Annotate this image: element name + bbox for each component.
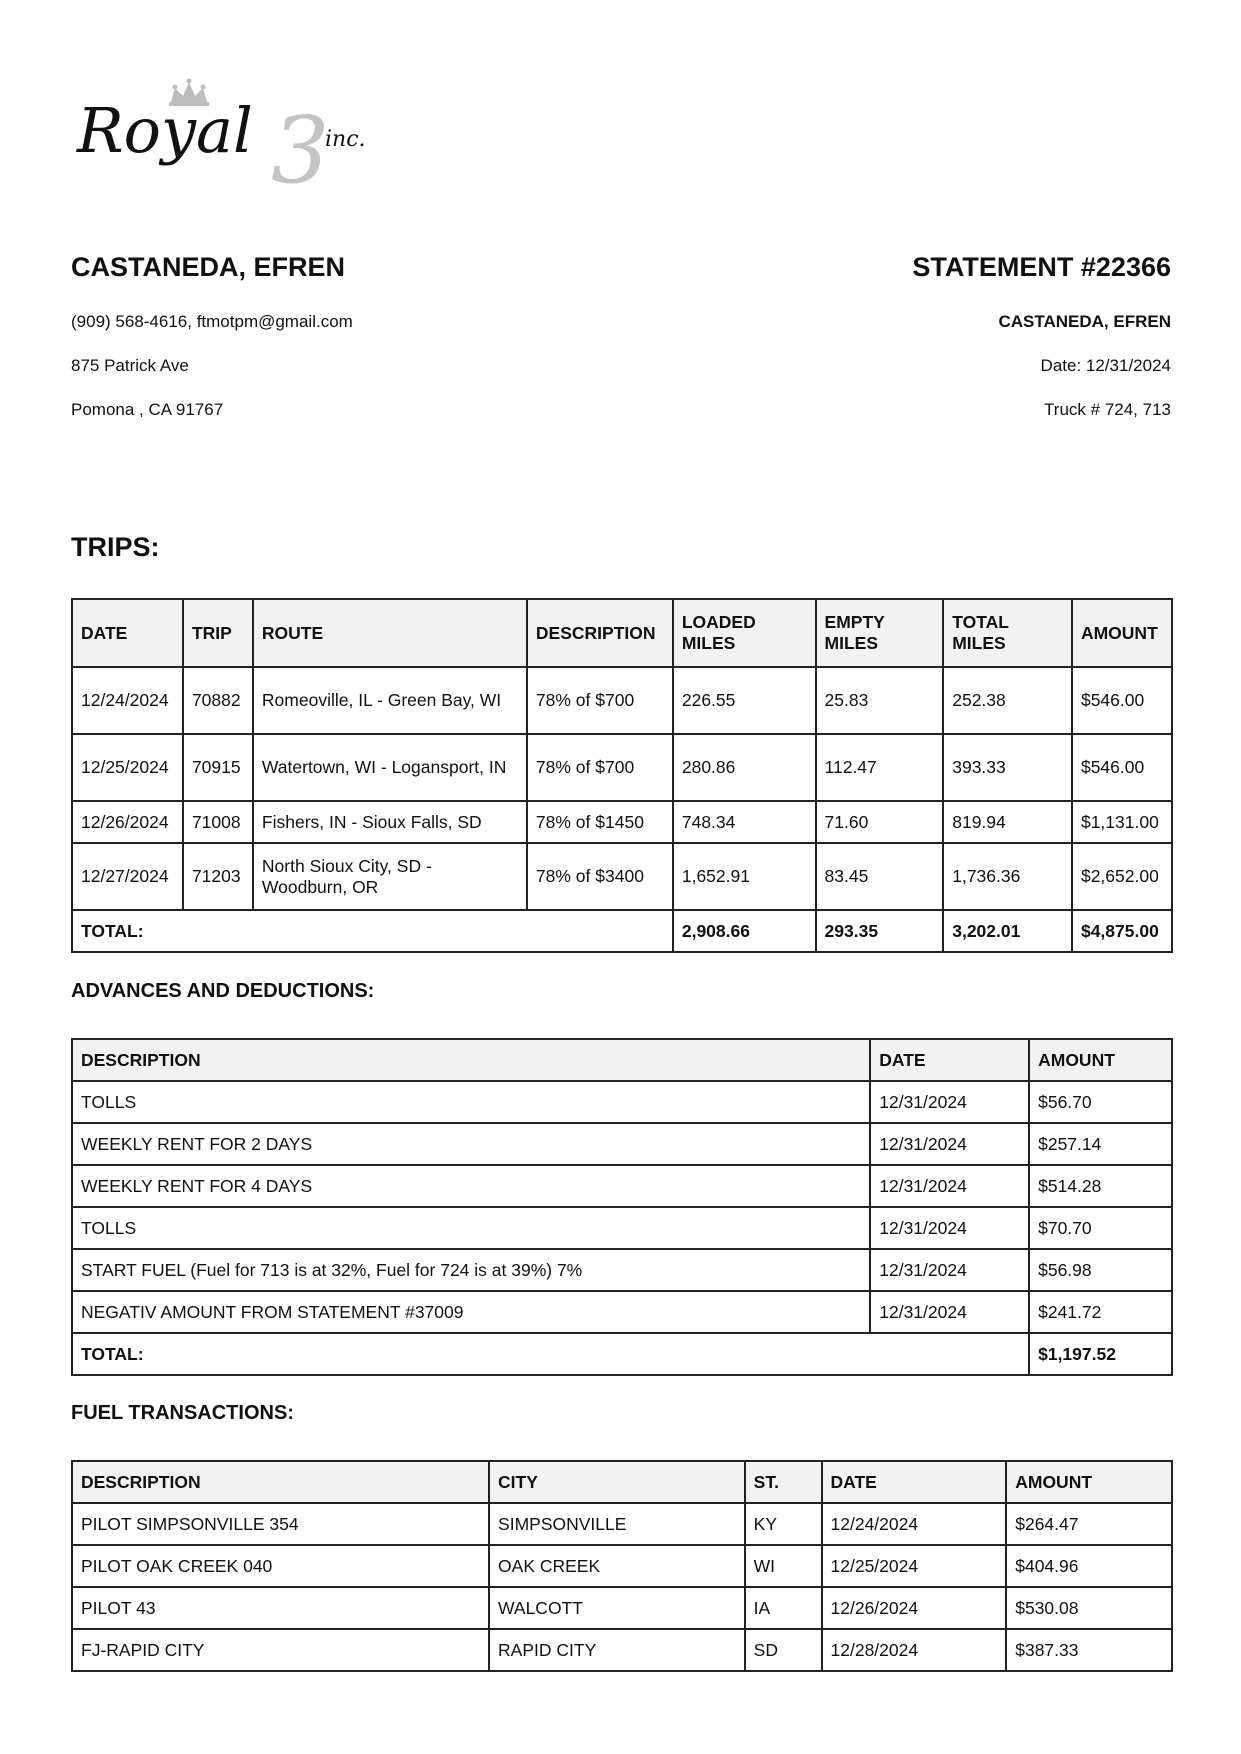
driver-contact: (909) 568-4616, ftmotpm@gmail.com [71,312,353,331]
table-row [72,1165,1172,1207]
table-row [72,1587,1172,1629]
deduction-date: 12/31/2024 [870,1081,1029,1123]
trip-description: 78% of $700 [527,734,673,801]
trip-empty-miles: 112.47 [816,734,944,801]
trip-total-miles: 1,736.36 [943,843,1072,910]
fuel-header-row [72,1461,1172,1503]
deduction-amount: $514.28 [1029,1165,1172,1207]
fuel-city: SIMPSONVILLE [489,1503,745,1545]
col-header: DATE [72,599,183,667]
fuel-state: IA [745,1587,822,1629]
deduction-description: WEEKLY RENT FOR 4 DAYS [72,1165,870,1207]
deduction-description: START FUEL (Fuel for 713 is at 32%, Fuel for 724 is at 39%) 7% [72,1249,870,1291]
fuel-description: PILOT SIMPSONVILLE 354 [72,1503,489,1545]
col-header: TRIP [183,599,253,667]
fuel-city: WALCOTT [489,1587,745,1629]
col-header: AMOUNT [1072,599,1172,667]
logo-suffix: inc. [325,127,366,152]
trip-loaded-miles: 280.86 [673,734,816,801]
company-logo [71,78,391,188]
trip-number: 71008 [183,801,253,843]
total-amount: $1,197.52 [1029,1333,1172,1375]
col-header: DATE [822,1461,1007,1503]
trip-loaded-miles: 1,652.91 [673,843,816,910]
fuel-title: FUEL TRANSACTIONS: [71,1402,294,1424]
trips-total-row [72,910,1172,952]
deduction-date: 12/31/2024 [870,1207,1029,1249]
deduction-date: 12/31/2024 [870,1165,1029,1207]
table-row [72,734,1172,801]
deduction-description: TOLLS [72,1081,870,1123]
total-loaded-miles: 2,908.66 [673,910,816,952]
deduction-description: WEEKLY RENT FOR 2 DAYS [72,1123,870,1165]
total-empty-miles: 293.35 [816,910,944,952]
driver-name: CASTANEDA, EFREN [71,252,346,282]
fuel-amount: $387.33 [1006,1629,1172,1671]
col-header: ROUTE [253,599,527,667]
trip-date: 12/27/2024 [72,843,183,910]
fuel-amount: $264.47 [1006,1503,1172,1545]
col-header: ST. [745,1461,822,1503]
trip-total-miles: 252.38 [943,667,1072,734]
fuel-table [71,1460,1173,1672]
fuel-date: 12/24/2024 [822,1503,1007,1545]
fuel-date: 12/28/2024 [822,1629,1007,1671]
fuel-city: OAK CREEK [489,1545,745,1587]
col-header: CITY [489,1461,745,1503]
trip-empty-miles: 83.45 [816,843,944,910]
statement-date: Date: 12/31/2024 [1040,356,1171,375]
logo-numeral: 3 [271,97,330,188]
trip-route: North Sioux City, SD - Woodburn, OR [253,843,527,910]
trips-header-row [72,599,1172,667]
trips-table [71,598,1173,953]
table-row [72,667,1172,734]
fuel-amount: $404.96 [1006,1545,1172,1587]
trips-title: TRIPS: [71,532,160,562]
table-row [72,1629,1172,1671]
driver-address-1: 875 Patrick Ave [71,356,189,375]
total-label: TOTAL: [72,1333,1029,1375]
table-row [72,1081,1172,1123]
fuel-date: 12/25/2024 [822,1545,1007,1587]
fuel-state: SD [745,1629,822,1671]
trip-description: 78% of $3400 [527,843,673,910]
trip-empty-miles: 71.60 [816,801,944,843]
statement-name: CASTANEDA, EFREN [998,312,1171,331]
fuel-amount: $530.08 [1006,1587,1172,1629]
driver-address-2: Pomona , CA 91767 [71,400,224,419]
fuel-description: PILOT OAK CREEK 040 [72,1545,489,1587]
trip-empty-miles: 25.83 [816,667,944,734]
deduction-date: 12/31/2024 [870,1123,1029,1165]
deduction-amount: $257.14 [1029,1123,1172,1165]
col-header: DESCRIPTION [527,599,673,667]
advances-table [71,1038,1173,1376]
deduction-date: 12/31/2024 [870,1291,1029,1333]
table-row [72,1291,1172,1333]
col-header: AMOUNT [1029,1039,1172,1081]
table-row [72,1503,1172,1545]
col-header: TOTAL MILES [943,599,1072,667]
statement-info [571,250,1171,419]
logo-brand: Royal [77,94,253,167]
col-header: DESCRIPTION [72,1461,489,1503]
fuel-date: 12/26/2024 [822,1587,1007,1629]
trip-number: 70882 [183,667,253,734]
trip-total-miles: 393.33 [943,734,1072,801]
table-row [72,801,1172,843]
fuel-description: FJ-RAPID CITY [72,1629,489,1671]
table-row [72,1249,1172,1291]
trip-number: 70915 [183,734,253,801]
trip-total-miles: 819.94 [943,801,1072,843]
table-row [72,1207,1172,1249]
trip-number: 71203 [183,843,253,910]
trip-amount: $546.00 [1072,734,1172,801]
deduction-date: 12/31/2024 [870,1249,1029,1291]
table-row [72,1123,1172,1165]
col-header: EMPTY MILES [816,599,944,667]
col-header: LOADED MILES [673,599,816,667]
trip-route: Fishers, IN - Sioux Falls, SD [253,801,527,843]
fuel-state: WI [745,1545,822,1587]
deduction-amount: $56.70 [1029,1081,1172,1123]
trip-amount: $1,131.00 [1072,801,1172,843]
trip-loaded-miles: 226.55 [673,667,816,734]
deduction-amount: $241.72 [1029,1291,1172,1333]
table-row [72,843,1172,910]
advances-header-row [72,1039,1172,1081]
advances-title: ADVANCES AND DEDUCTIONS: [71,980,375,1002]
trip-description: 78% of $700 [527,667,673,734]
deduction-amount: $56.98 [1029,1249,1172,1291]
advances-total-row [72,1333,1172,1375]
col-header: AMOUNT [1006,1461,1172,1503]
trip-description: 78% of $1450 [527,801,673,843]
trip-route: Watertown, WI - Logansport, IN [253,734,527,801]
statement-truck: Truck # 724, 713 [1044,400,1171,419]
trip-date: 12/24/2024 [72,667,183,734]
trip-route: Romeoville, IL - Green Bay, WI [253,667,527,734]
table-row [72,1545,1172,1587]
trip-amount: $546.00 [1072,667,1172,734]
trip-loaded-miles: 748.34 [673,801,816,843]
col-header: DATE [870,1039,1029,1081]
trip-date: 12/26/2024 [72,801,183,843]
total-label: TOTAL: [72,910,673,952]
fuel-state: KY [745,1503,822,1545]
total-amount: $4,875.00 [1072,910,1172,952]
total-total-miles: 3,202.01 [943,910,1072,952]
col-header: DESCRIPTION [72,1039,870,1081]
fuel-city: RAPID CITY [489,1629,745,1671]
deduction-description: TOLLS [72,1207,870,1249]
statement-title: STATEMENT #22366 [912,252,1171,282]
deduction-description: NEGATIV AMOUNT FROM STATEMENT #37009 [72,1291,870,1333]
fuel-description: PILOT 43 [72,1587,489,1629]
trip-date: 12/25/2024 [72,734,183,801]
trip-amount: $2,652.00 [1072,843,1172,910]
deduction-amount: $70.70 [1029,1207,1172,1249]
